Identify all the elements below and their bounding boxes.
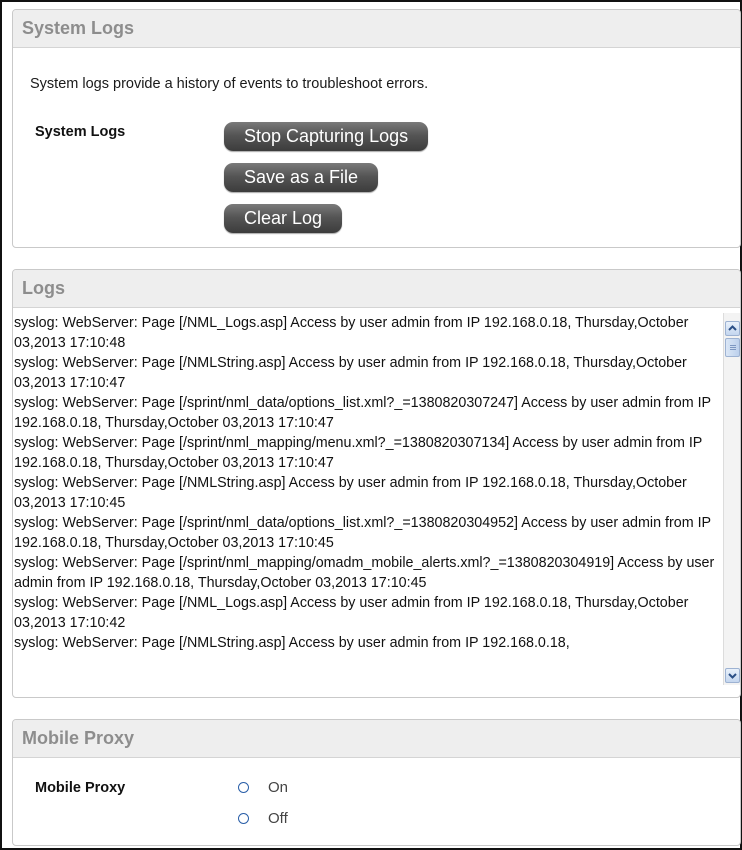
log-line: syslog: WebServer: Page [/sprint/nml_data/options_list.xml?_=1380820304952] Access by user admin from IP 192.168.0.18, Thursday,October 03,2013 17:10:45 xyxy=(14,515,711,551)
logs-textarea[interactable] xyxy=(13,313,740,685)
system-logs-header xyxy=(13,10,740,48)
mobile-proxy-panel xyxy=(12,719,741,846)
mobile-proxy-header xyxy=(13,720,740,758)
system-logs-panel xyxy=(12,9,741,248)
log-line: syslog: WebServer: Page [/sprint/nml_mapping/menu.xml?_=1380820307134] Access by user admin from IP 192.168.0.18, Thursday,October 03,2013 17:10:47 xyxy=(14,435,703,471)
log-line: syslog: WebServer: Page [/NMLString.asp] Access by user admin from IP 192.168.0.18, Thursday,October 03,2013 17:10:45 xyxy=(14,475,687,511)
log-line: syslog: WebServer: Page [/NMLString.asp] Access by user admin from IP 192.168.0.18, xyxy=(14,635,570,651)
logs-content xyxy=(14,313,722,685)
save-as-file-button[interactable]: Save as a File xyxy=(224,163,378,192)
mobile-proxy-title: Mobile Proxy xyxy=(22,728,135,748)
log-line: syslog: WebServer: Page [/NML_Logs.asp] Access by user admin from IP 192.168.0.18, Thursday,October 03,2013 17:10:48 xyxy=(14,315,689,351)
log-line: syslog: WebServer: Page [/sprint/nml_mapping/omadm_mobile_alerts.xml?_=1380820304919] Access by user admin from IP 192.168.0.18, Thursday,October 03,2013 17:10:45 xyxy=(14,555,715,591)
scroll-down-arrow-icon[interactable] xyxy=(725,668,740,683)
logs-title: Logs xyxy=(22,278,65,298)
radio-on[interactable] xyxy=(238,782,249,793)
log-line: syslog: WebServer: Page [/NMLString.asp] Access by user admin from IP 192.168.0.18, Thursday,October 03,2013 17:10:47 xyxy=(14,355,687,391)
system-logs-row-label: System Logs xyxy=(35,124,126,140)
radio-off[interactable] xyxy=(238,813,249,824)
stop-capturing-logs-button[interactable]: Stop Capturing Logs xyxy=(224,122,428,151)
mobile-proxy-row-label: Mobile Proxy xyxy=(35,780,126,796)
logs-header xyxy=(13,270,740,308)
scroll-up-arrow-icon[interactable] xyxy=(725,321,740,336)
radio-on-label: On xyxy=(268,779,289,796)
clear-log-button[interactable]: Clear Log xyxy=(224,204,342,233)
logs-panel xyxy=(12,269,741,698)
mobile-proxy-option-off[interactable] xyxy=(238,810,288,827)
system-logs-description: System logs provide a history of events to troubleshoot errors. xyxy=(30,76,429,92)
mobile-proxy-option-on[interactable] xyxy=(238,779,288,796)
scroll-thumb[interactable] xyxy=(725,338,740,357)
log-line: syslog: WebServer: Page [/NML_Logs.asp] Access by user admin from IP 192.168.0.18, Thursday,October 03,2013 17:10:42 xyxy=(14,595,689,631)
radio-off-label: Off xyxy=(268,810,288,827)
system-logs-title: System Logs xyxy=(22,18,135,38)
log-line: syslog: WebServer: Page [/sprint/nml_data/options_list.xml?_=1380820307247] Access by user admin from IP 192.168.0.18, Thursday,October 03,2013 17:10:47 xyxy=(14,395,711,431)
logs-scrollbar[interactable] xyxy=(723,313,740,685)
